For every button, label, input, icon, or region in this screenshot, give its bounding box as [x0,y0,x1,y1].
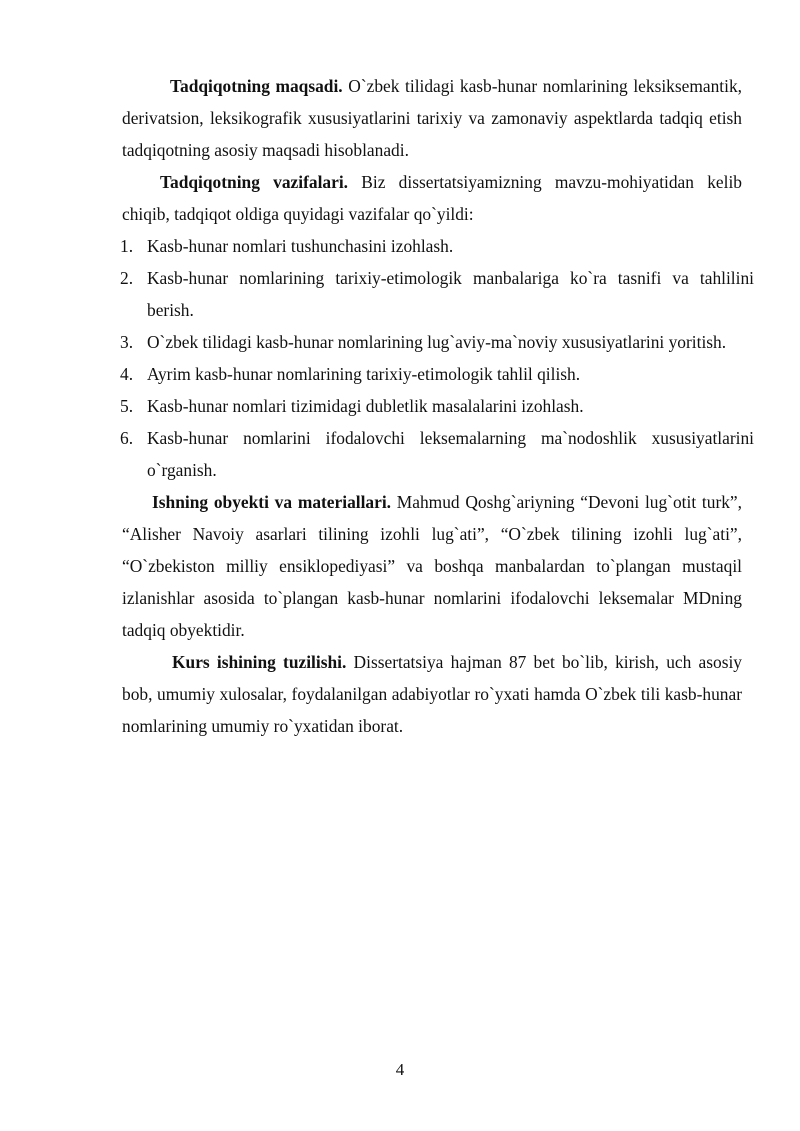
document-page [120,70,754,742]
structure-paragraph [122,646,742,742]
list-item [122,358,742,390]
tasks-heading: Tadqiqotning vazifalari. [160,172,349,192]
list-item [122,422,754,486]
list-item [122,262,754,326]
goal-text: O`zbek tilidagi kasb-hunar nomlarining leksiksemantik, derivatsion, leksikografik xususiyatlarini tarixiy va zamonaviy aspektlarda tadqiq etish tadqiqotning asosiy maqsadi hisoblanadi. [122,76,743,160]
object-paragraph [122,486,742,646]
list-item [122,390,742,422]
list-item [122,326,742,358]
tasks-paragraph [122,166,742,230]
list-item-text: Ayrim kasb-hunar nomlarining tarixiy-etimologik tahlil qilish. [147,364,581,384]
list-item-text: Kasb-hunar nomlari tushunchasini izohlash. [147,236,454,256]
structure-heading: Kurs ishining tuzilishi. [172,652,347,672]
list-item-text: Kasb-hunar nomlarining tarixiy-etimologik manbalariga ko`ra tasnifi va tahlilini berish. [147,268,754,320]
tasks-text: Biz dissertatsiyamizning mavzu-mohiyatidan kelib chiqib, tadqiqot oldiga quyidagi vazifalar qo`yildi: [122,172,742,224]
page-number: 4 [395,1060,405,1079]
structure-text: Dissertatsiya hajman 87 bet bo`lib, kirish, uch asosiy bob, umumiy xulosalar, foydalanilgan adabiyotlar ro`yxati hamda O`zbek tili kasb-hunar nomlarining umumiy ro`yxatidan iborat. [122,652,743,736]
list-item-number: 6. [120,428,134,448]
list-item-number: 2. [120,268,134,288]
object-text: Mahmud Qoshg`ariyning “Devoni lug`otit turk”, “Alisher Navoiy asarlari tilining izohli lug`ati”, “O`zbek tilining izohli lug`ati”, “O`zbekiston milliy ensiklopediyasi” va boshqa manbalardan to`plangan mustaqil izlanishlar asosida to`plangan kasb-hunar nomlarini ifodalovchi leksemalar MDning tadqiq obyektidir. [122,492,742,640]
object-heading: Ishning obyekti va materiallari. [152,492,392,512]
tasks-list [120,230,754,486]
list-item-text: Kasb-hunar nomlarini ifodalovchi leksemalarning ma`nodoshlik xususiyatlarini o`rganish. [147,428,754,480]
list-item-number: 3. [120,332,134,352]
list-item-number: 4. [120,364,134,384]
list-item-number: 5. [120,396,134,416]
list-item [122,230,742,262]
goal-heading: Tadqiqotning maqsadi. [170,76,343,96]
list-item-text: Kasb-hunar nomlari tizimidagi dubletlik masalalarini izohlash. [147,396,584,416]
list-item-number: 1. [120,236,134,256]
goal-paragraph [122,70,742,166]
list-item-text: O`zbek tilidagi kasb-hunar nomlarining lug`aviy-ma`noviy xususiyatlarini yoritish. [147,332,727,352]
